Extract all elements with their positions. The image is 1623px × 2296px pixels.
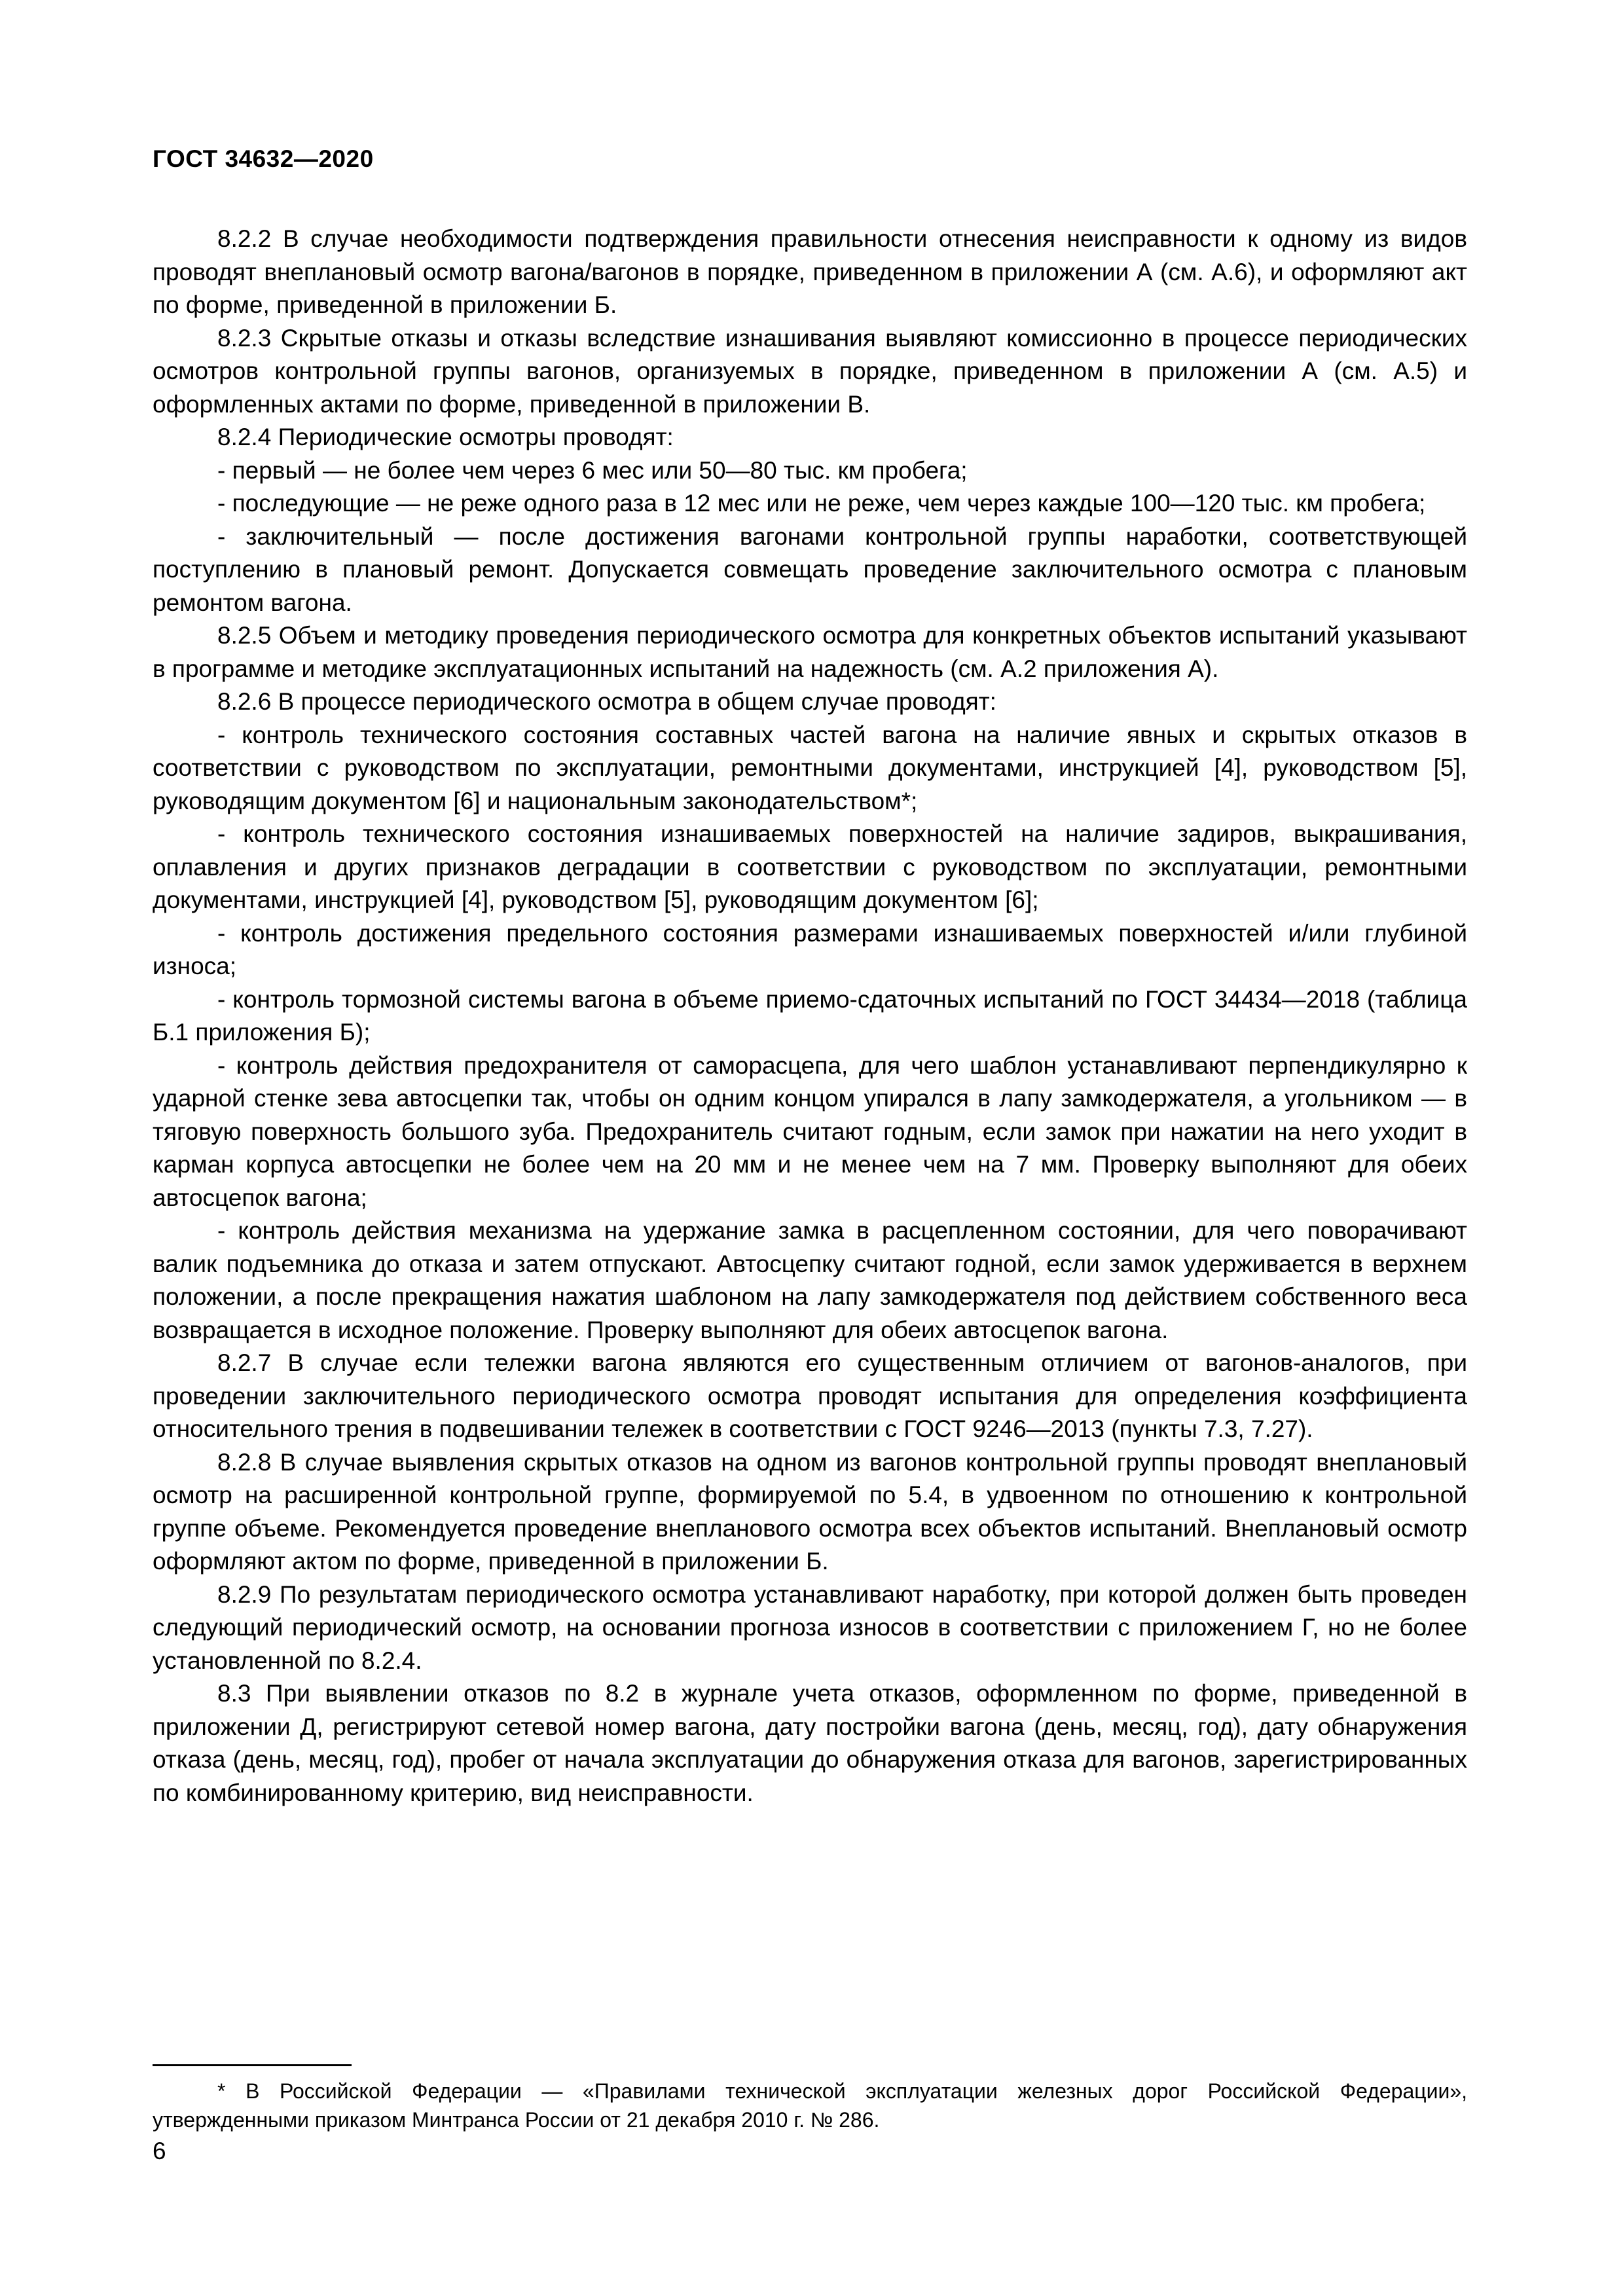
paragraph-8-2-7: 8.2.7 В случае если тележки вагона являются его существенным отличием от вагонов-аналогов, при проведении заключительного периодического осмотра проводят испытания для определения коэффициента относительного трения в подвешивании тележек в соответствии с ГОСТ 9246—2013 (пункты 7.3, 7.27).: [153, 1349, 1467, 1442]
list-item: - контроль тормозной системы вагона в объеме приемо-сдаточных испытаний по ГОСТ 34434—2018 (таблица Б.1 приложения Б);: [153, 985, 1467, 1046]
list-item: - контроль достижения предельного состояния размерами изнашиваемых поверхностей и/или глубиной износа;: [153, 919, 1467, 979]
body-text: [153, 223, 1467, 1810]
list-item: - контроль действия механизма на удержание замка в расцепленном состоянии, для чего поворачивают валик подъемника до отказа и затем отпускают. Автосцепку считают годной, если замок удерживается в верхнем положении, а после прекращения нажатия шаблоном на лапу замкодержателя под действием собственного веса возвращается в исходное положение. Проверку выполняют для обеих автосцепок вагона.: [153, 1217, 1467, 1343]
paragraph-8-2-2: 8.2.2 В случае необходимости подтверждения правильности отнесения неисправности к одному из видов проводят внеплановый осмотр вагона/вагонов в порядке, приведенном в приложении А (см. А.6), и оформляют акт по форме, приведенной в приложении Б.: [153, 225, 1467, 318]
footnote-divider: [153, 2064, 352, 2066]
list-item: - заключительный — после достижения вагонами контрольной группы наработки, соответствующей поступлению в плановый ремонт. Допускается совмещать проведение заключительного осмотра с плановым ремонтом вагона.: [153, 522, 1467, 616]
list-item: - контроль технического состояния составных частей вагона на наличие явных и скрытых отказов в соответствии с руководством по эксплуатации, ремонтными документами, инструкцией [4], руководством [5], руководящим документом [6] и национальным законодательством*;: [153, 721, 1467, 814]
paragraph-8-3: 8.3 При выявлении отказов по 8.2 в журнале учета отказов, оформленном по форме, приведенной в приложении Д, регистрируют сетевой номер вагона, дату постройки вагона (день, месяц, год), дату обнаружения отказа (день, месяц, год), пробег от начала эксплуатации до обнаружения отказа для вагонов, зарегистрированных по комбинированному критерию, вид неисправности.: [153, 1680, 1467, 1806]
paragraph-8-2-6: 8.2.6 В процессе периодического осмотра в общем случае проводят:: [217, 688, 996, 715]
paragraph-8-2-5: 8.2.5 Объем и методику проведения периодического осмотра для конкретных объектов испытаний указывают в программе и методике эксплуатационных испытаний на надежность (см. А.2 приложения А).: [153, 622, 1467, 682]
footnote: * В Российской Федерации — «Правилами технической эксплуатации железных дорог Российской Федерации», утвержденными приказом Минтранса России от 21 декабря 2010 г. № 286.: [153, 2079, 1467, 2132]
page-number: 6: [153, 2138, 166, 2164]
standard-header: ГОСТ 34632—2020: [153, 145, 374, 172]
list-item: - контроль технического состояния изнашиваемых поверхностей на наличие задиров, выкрашивания, оплавления и других признаков деградации в соответствии с руководством по эксплуатации, ремонтными документами, инструкцией [4], руководством [5], руководящим документом [6];: [153, 820, 1467, 913]
list-item: - первый — не более чем через 6 мес или 50—80 тыс. км пробега;: [217, 456, 968, 484]
paragraph-8-2-8: 8.2.8 В случае выявления скрытых отказов на одном из вагонов контрольной группы проводят внеплановый осмотр на расширенной контрольной группе, формируемой по 5.4, в удвоенном по отношению к контрольной группе объеме. Рекомендуется проведение внепланового осмотра всех объектов испытаний. Внеплановый осмотр оформляют актом по форме, приведенной в приложении Б.: [153, 1448, 1467, 1575]
list-item: - контроль действия предохранителя от саморасцепа, для чего шаблон устанавливают перпендикулярно к ударной стенке зева автосцепки так, чтобы он одним концом упирался в лапу замкодержателя, а угольником — в тяговую поверхность большого зуба. Предохранитель считают годным, если замок при нажатии на него уходит в карман корпуса автосцепки не более чем на 20 мм и не менее чем на 7 мм. Проверку выполняют для обеих автосцепок вагона;: [153, 1051, 1467, 1211]
list-item: - последующие — не реже одного раза в 12 мес или не реже, чем через каждые 100—120 тыс. км пробега;: [217, 490, 1426, 517]
paragraph-8-2-9: 8.2.9 По результатам периодического осмотра устанавливают наработку, при которой должен быть проведен следующий периодический осмотр, на основании прогноза износов в соответствии с приложением Г, но не более установленной по 8.2.4.: [153, 1580, 1467, 1674]
paragraph-8-2-3: 8.2.3 Скрытые отказы и отказы вследствие изнашивания выявляют комиссионно в процессе периодических осмотров контрольной группы вагонов, организуемых в порядке, приведенном в приложении А (см. А.5) и оформленных актами по форме, приведенной в приложении В.: [153, 324, 1467, 418]
paragraph-8-2-4: 8.2.4 Периодические осмотры проводят:: [217, 424, 674, 450]
